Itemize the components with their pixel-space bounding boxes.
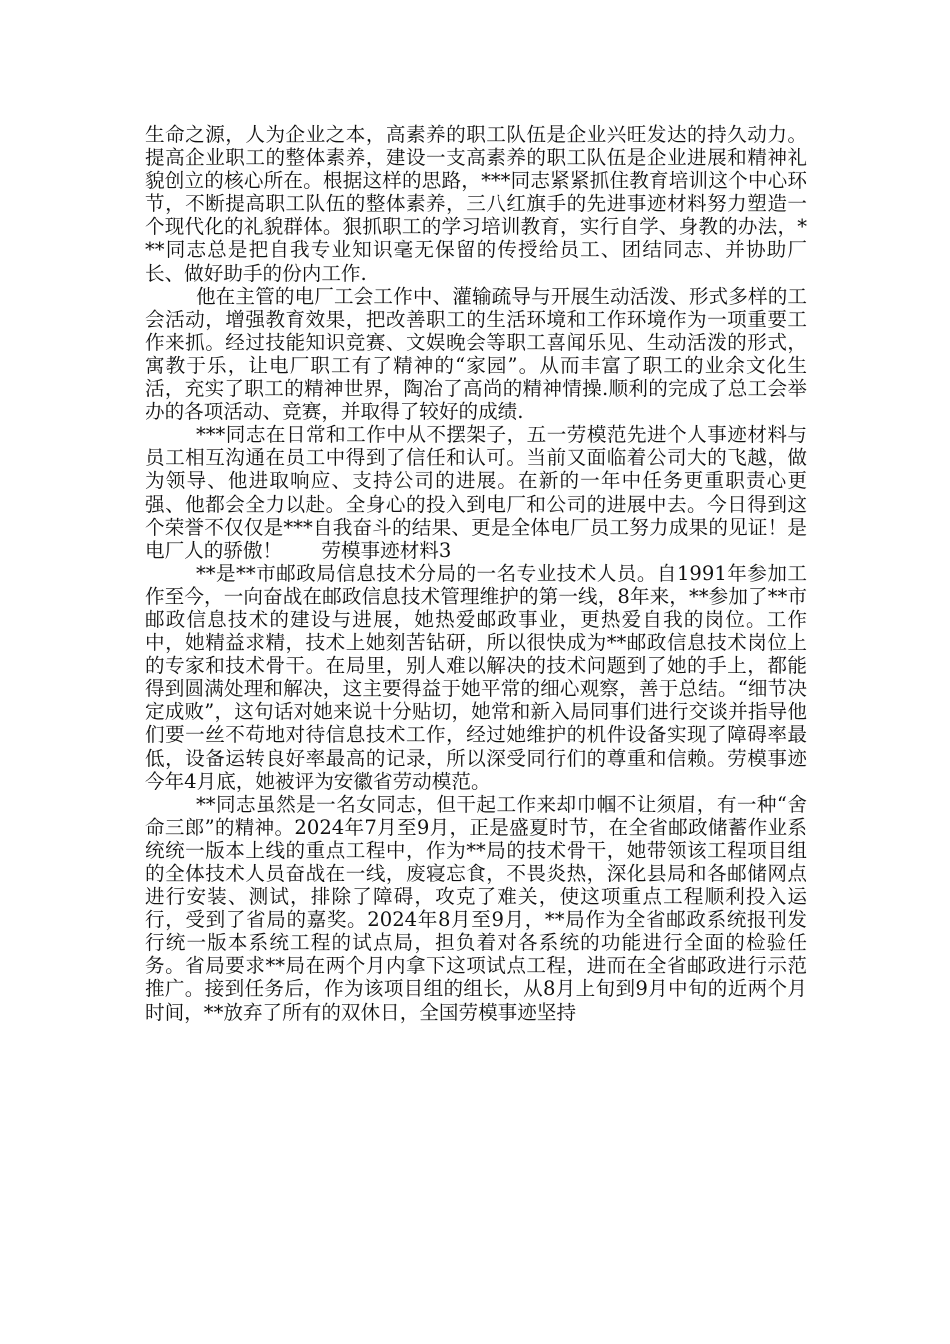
paragraph: **是**市邮政局信息技术分局的一名专业技术人员。自1991年参加工作至今，一向奋战在邮政信息技术管理维护的第一线，8年来，**参加了**市邮政信息技术的建设与进展，她热爱邮政事业，更热爱自我的岗位。工作中，她精益求精，技术上她刻苦钻研，所以很快成为**邮政信息技术岗位上的专家和技术骨干。在局里，别人难以解决的技术问题到了她的手上，都能得到圆满处理和解决，这主要得益于她平常的细心观察，善于总结。“细节决定成败”，这句话对她来说十分贴切，她常和新入局同事们进行交谈并指导他们要一丝不苟地对待信息技术工作，经过她维护的机件设备实现了障碍率最低，设备运转良好率最高的记录，所以深受同行们的尊重和信赖。劳模事迹今年4月底，她被评为安徽省劳动模范。 [145,561,807,793]
paragraph: **同志虽然是一名女同志，但干起工作来却巾帼不让须眉，有一种“舍命三郎”的精神。2024年7月至9月，正是盛夏时节，在全省邮政储蓄作业系统统一版本上线的重点工程中，作为**局的技术骨干，她带领该工程项目组的全体技术人员奋战在一线，废寝忘食，不畏炎热，深化县局和各邮储网点进行安装、测试，排除了障碍，攻克了难关，使这项重点工程顺利投入运行，受到了省局的嘉奖。2024年8月至9月，**局作为全省邮政系统报刊发行统一版本系统工程的试点局，担负着对各系统的功能进行全面的检验任务。省局要求**局在两个月内拿下这项试点工程，进而在全省邮政进行示范推广。接到任务后，作为该项目组的组长，从8月上旬到9月中旬的近两个月时间，**放弃了所有的双休日，全国劳模事迹坚持 [145,792,807,1024]
paragraph: 他在主管的电厂工会工作中、灌输疏导与开展生动活泼、形式多样的工会活动，增强教育效果，把改善职工的生活环境和工作环境作为一项重要工作来抓。经过技能知识竞赛、文娱晚会等职工喜闻乐见、生动活泼的形式，寓教于乐，让电厂职工有了精神的“家园”。从而丰富了职工的业余文化生活，充实了职工的精神世界，陶冶了高尚的精神情操.顺利的完成了总工会举办的各项活动、竞赛，并取得了较好的成绩. [145,284,807,424]
paragraph: 生命之源，人为企业之本，高素养的职工队伍是企业兴旺发达的持久动力。提高企业职工的整体素养，建设一支高素养的职工队伍是企业进展和精神礼貌创立的核心所在。根据这样的思路，***同志紧紧抓住教育培训这个中心环节，不断提高职工队伍的整体素养，三八红旗手的先进事迹材料努力塑造一个现代化的礼貌群体。狠抓职工的学习培训教育，实行自学、身教的办法，***同志总是把自我专业知识毫无保留的传授给员工、团结同志、并协助厂长、做好助手的份内工作. [145,123,807,285]
paragraph: ***同志在日常和工作中从不摆架子，五一劳模范先进个人事迹材料与员工相互沟通在员工中得到了信任和认可。当前又面临着公司大的飞越，做为领导、他进取响应、支持公司的进展。在新的一年中任务更重职责心更强、他都会全力以赴。全身心的投入到电厂和公司的进展中去。今日得到这个荣誉不仅仅是***自我奋斗的结果、更是全体电厂员工努力成果的见证！是电厂人的骄傲！ 劳模事迹材料3 [145,423,807,562]
document-body [145,123,807,1024]
